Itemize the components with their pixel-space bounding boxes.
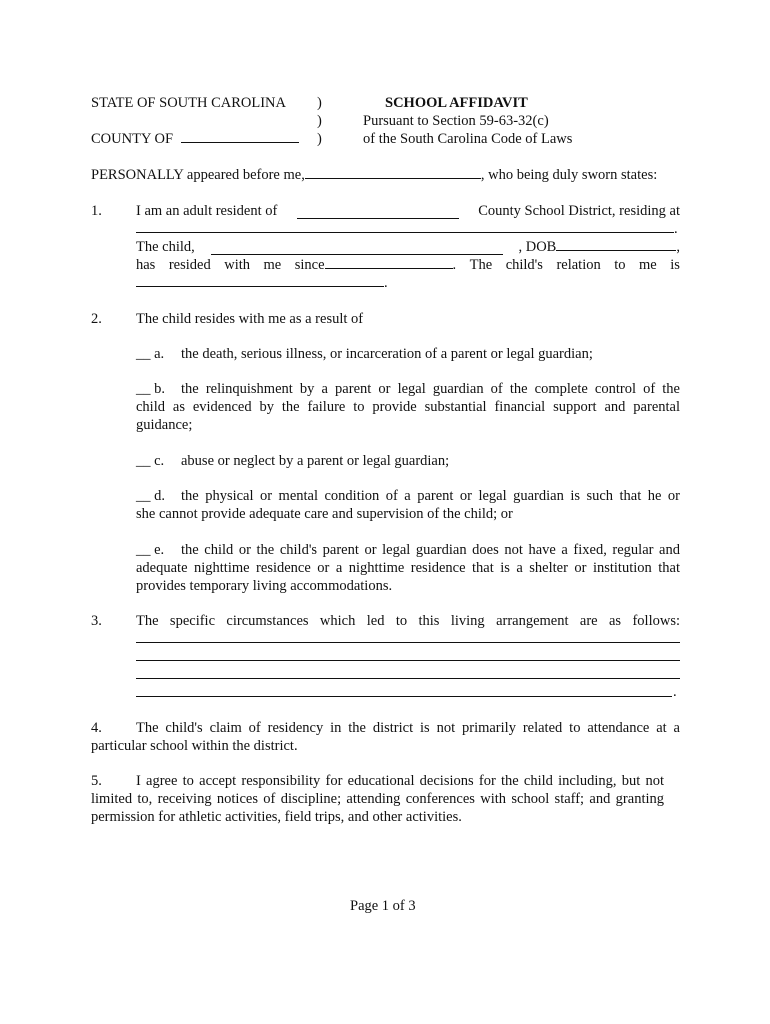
circumstances-line[interactable] — [136, 642, 680, 643]
word: child's — [505, 257, 543, 273]
word: me — [263, 257, 282, 273]
child-label: The child, — [136, 239, 195, 255]
child-name-blank[interactable] — [211, 242, 503, 255]
since-group — [295, 256, 456, 274]
caption-paren: ) — [317, 131, 322, 147]
caption-paren: ) — [317, 113, 322, 129]
word: is — [670, 257, 680, 273]
option-a-text: the death, serious illness, or incarceration of a parent or legal guardian; — [181, 346, 593, 362]
option-d-text: she cannot provide adequate care and supervision of the child; or — [136, 506, 513, 522]
option-a-checkbox[interactable]: __ a. — [136, 346, 165, 362]
option-e-checkbox[interactable]: __ e. — [136, 542, 165, 558]
circumstances-line[interactable] — [136, 660, 680, 661]
dob-label: , DOB — [518, 239, 557, 255]
word: The — [469, 257, 493, 273]
item3-text: The specific circumstances which led to this living arrangement are as follows: — [136, 613, 680, 629]
item4-number: 4. — [91, 720, 102, 736]
item1-text-a: I am an adult resident of — [136, 203, 278, 219]
word: me — [639, 257, 657, 273]
document-title: SCHOOL AFFIDAVIT — [385, 95, 528, 111]
option-b-checkbox[interactable]: __ b. — [136, 381, 165, 397]
county-blank[interactable] — [181, 130, 299, 143]
address-line — [136, 220, 678, 238]
word: with — [224, 257, 250, 273]
item1-text-b: County School District, residing at — [478, 203, 680, 219]
period: . — [384, 275, 388, 291]
page-number: Page 1 of 3 — [350, 898, 416, 914]
item4-text: The child's claim of residency in the district is not primarily related to attendance at a — [136, 720, 680, 736]
option-d-checkbox[interactable]: __ d. — [136, 488, 165, 504]
county-line — [91, 130, 299, 148]
word: resided — [168, 257, 211, 273]
since-date-blank[interactable] — [325, 256, 453, 269]
state-label: STATE OF SOUTH CAROLINA — [91, 95, 286, 111]
item1-number: 1. — [91, 203, 102, 219]
relation-line — [136, 274, 388, 292]
address-blank[interactable] — [136, 220, 674, 233]
item5-text: permission for athletic activities, field trips, and other activities. — [91, 809, 462, 825]
option-b-text: child as evidenced by the failure to provide substantial financial support and parental — [136, 399, 680, 415]
period: . — [674, 221, 678, 237]
dob-blank[interactable] — [556, 238, 676, 251]
item1-line1 — [136, 202, 680, 220]
option-e-text: the child or the child's parent or legal guardian does not have a fixed, regular and — [181, 542, 680, 558]
comma: , — [676, 239, 680, 255]
affiant-name-blank[interactable] — [305, 166, 481, 179]
code-reference: of the South Carolina Code of Laws — [363, 131, 573, 147]
item5-number: 5. — [91, 773, 102, 789]
caption-paren: ) — [317, 95, 322, 111]
district-blank[interactable] — [297, 206, 459, 219]
option-b-text: guidance; — [136, 417, 193, 433]
option-e-text: adequate nighttime residence or a nighttime residence that is a shelter or institution that — [136, 560, 680, 576]
intro-part2: , who being duly sworn states: — [480, 167, 658, 183]
circumstances-line[interactable] — [136, 696, 672, 697]
period: . — [452, 257, 457, 273]
period: . — [673, 684, 677, 700]
dob-line — [518, 238, 680, 256]
item5-text: limited to, receiving notices of discipline; attending conferences with school staff; and granting — [91, 791, 664, 807]
intro-part1: PERSONALLY appeared before me, — [91, 167, 305, 183]
statute-reference: Pursuant to Section 59-63-32(c) — [363, 113, 549, 129]
intro-line — [91, 166, 657, 184]
word: to — [614, 257, 626, 273]
relation-blank[interactable] — [136, 274, 384, 287]
item2-text: The child resides with me as a result of — [136, 311, 364, 327]
item5-text: I agree to accept responsibility for educational decisions for the child including, but not — [136, 773, 664, 789]
county-label: COUNTY OF — [91, 131, 174, 147]
item4-text: particular school within the district. — [91, 738, 298, 754]
circumstances-line[interactable] — [136, 678, 680, 679]
word: has — [136, 257, 156, 273]
option-c-checkbox[interactable]: __ c. — [136, 453, 165, 469]
option-d-text: the physical or mental condition of a parent or legal guardian is such that he or — [181, 488, 680, 504]
child-line — [136, 238, 680, 256]
word: since — [294, 257, 325, 273]
option-c-text: abuse or neglect by a parent or legal guardian; — [181, 453, 450, 469]
item3-number: 3. — [91, 613, 102, 629]
residence-line — [136, 256, 680, 274]
option-e-text: provides temporary living accommodations. — [136, 578, 393, 594]
option-b-text: the relinquishment by a parent or legal guardian of the complete control of the — [181, 381, 680, 397]
word: relation — [556, 257, 601, 273]
item2-number: 2. — [91, 311, 102, 327]
